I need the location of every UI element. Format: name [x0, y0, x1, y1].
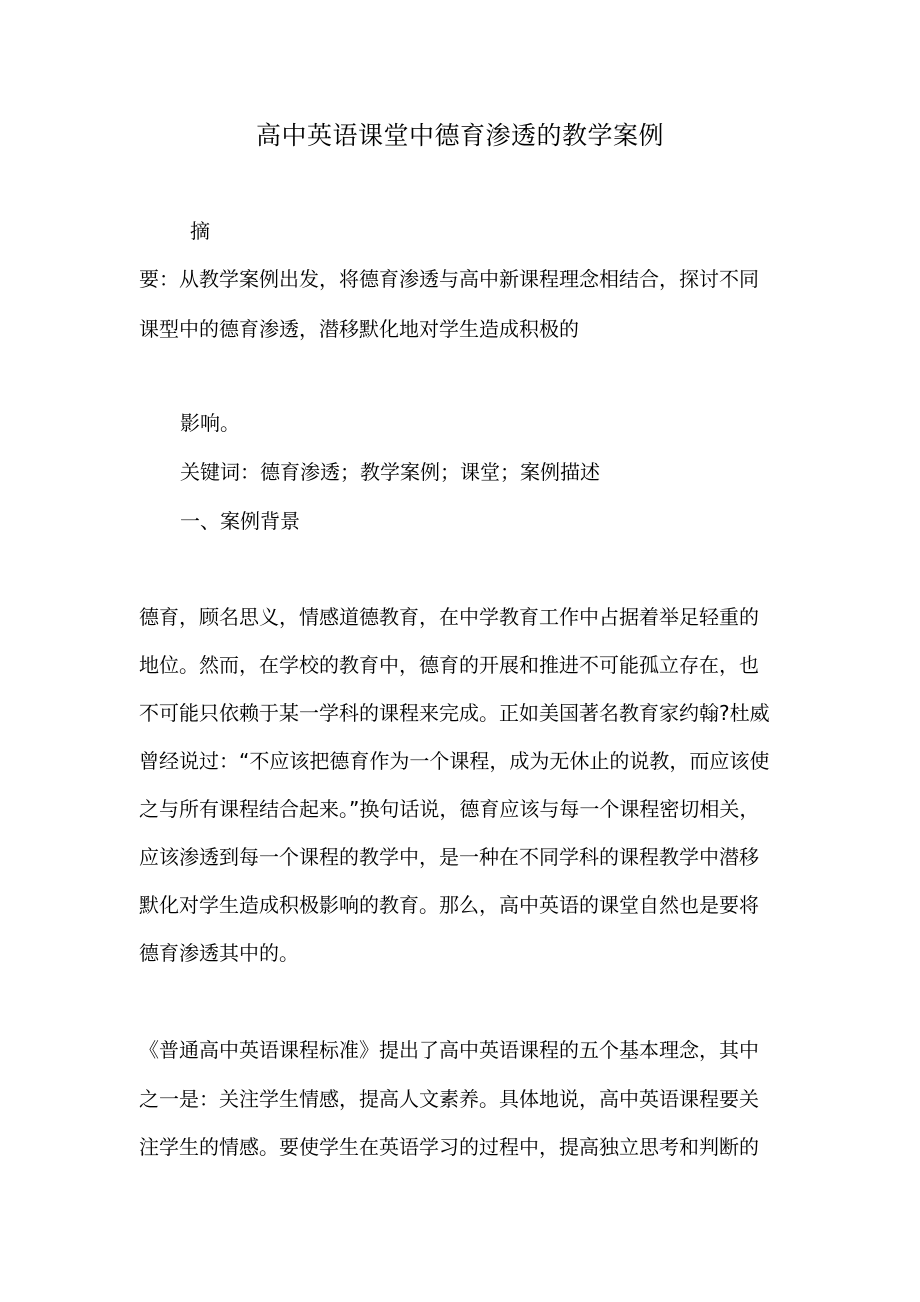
abstract-continuation: 影响。 — [180, 411, 240, 435]
paragraph-line: 德育，顾名思义，情感道德教育，在中学教育工作中占据着举足轻重的 — [139, 605, 759, 629]
abstract-line: 要：从教学案例出发，将德育渗透与高中新课程理念相结合，探讨不同 — [139, 267, 759, 291]
paragraph-line: 应该渗透到每一个课程的教学中，是一种在不同学科的课程教学中潜移 — [139, 845, 759, 869]
paragraph-line: 德育渗透其中的。 — [139, 941, 299, 965]
section-heading: 一、案例背景 — [180, 509, 300, 533]
paragraph-line: 《普通高中英语课程标准》提出了高中英语课程的五个基本理念，其中 — [139, 1038, 759, 1062]
paragraph-line: 之与所有课程结合起来。”换句话说，德育应该与每一个课程密切相关， — [139, 797, 760, 821]
paragraph-line: 默化对学生造成积极影响的教育。那么，高中英语的课堂自然也是要将 — [139, 893, 759, 917]
paragraph-line: 注学生的情感。要使学生在英语学习的过程中，提高独立思考和判断的 — [139, 1135, 759, 1159]
paragraph-line: 不可能只依赖于某一学科的课程来完成。正如美国著名教育家约翰?杜威 — [139, 701, 770, 725]
abstract-line: 课型中的德育渗透，潜移默化地对学生造成积极的 — [139, 317, 579, 341]
paragraph-line: 之一是：关注学生情感，提高人文素养。具体地说，高中英语课程要关 — [139, 1087, 759, 1111]
paragraph-line: 曾经说过：“不应该把德育作为一个课程，成为无休止的说教，而应该使 — [139, 749, 770, 773]
paragraph-line: 地位。然而，在学校的教育中，德育的开展和推进不可能孤立存在，也 — [139, 653, 759, 677]
document-title: 高中英语课堂中德育渗透的教学案例 — [255, 121, 664, 150]
abstract-label: 摘 — [190, 219, 210, 243]
keywords-line: 关键词：德育渗透；教学案例；课堂；案例描述 — [180, 460, 600, 484]
